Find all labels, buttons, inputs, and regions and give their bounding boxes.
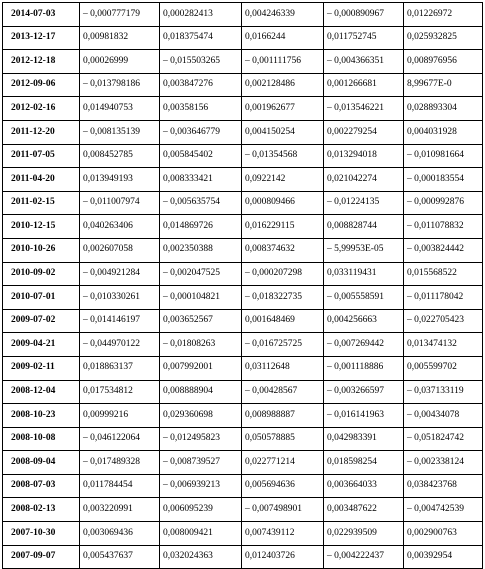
- value-cell: 0,032024363: [160, 545, 242, 569]
- value-cell: – 0,004921284: [80, 262, 160, 286]
- value-cell: 0,001962677: [242, 97, 324, 121]
- value-cell: 0,00358156: [160, 97, 242, 121]
- value-cell: 0,005437637: [80, 545, 160, 569]
- value-cell: 0,03112648: [242, 356, 324, 380]
- value-cell: 0,004256663: [324, 309, 404, 333]
- value-cell: – 0,004742539: [404, 498, 483, 522]
- value-cell: – 0,000992876: [404, 191, 483, 215]
- value-cell: – 0,016725725: [242, 333, 324, 357]
- date-cell: 2011-04-20: [3, 168, 80, 192]
- value-cell: 0,025932825: [404, 26, 483, 50]
- value-cell: – 0,007498901: [242, 498, 324, 522]
- value-cell: 0,003487622: [324, 498, 404, 522]
- value-cell: 0,028893304: [404, 97, 483, 121]
- value-cell: – 0,015503265: [160, 50, 242, 74]
- value-cell: 0,004246339: [242, 3, 324, 27]
- table-row: [3, 144, 483, 168]
- date-cell: 2012-09-06: [3, 73, 80, 97]
- value-cell: 0,042983391: [324, 427, 404, 451]
- table-row: [3, 120, 483, 144]
- table-row: [3, 238, 483, 262]
- date-cell: 2010-12-15: [3, 215, 80, 239]
- date-cell: 2008-10-23: [3, 404, 80, 428]
- value-cell: – 0,037133119: [404, 380, 483, 404]
- date-cell: 2011-02-15: [3, 191, 80, 215]
- date-cell: 2007-10-30: [3, 522, 80, 546]
- value-cell: 0,014940753: [80, 97, 160, 121]
- value-cell: 0,008988887: [242, 404, 324, 428]
- table-row: [3, 522, 483, 546]
- value-cell: – 0,017489328: [80, 451, 160, 475]
- table-row: [3, 73, 483, 97]
- date-cell: 2010-09-02: [3, 262, 80, 286]
- value-cell: – 0,003824442: [404, 238, 483, 262]
- value-cell: 0,003069436: [80, 522, 160, 546]
- value-cell: 0,002279254: [324, 120, 404, 144]
- table-row: [3, 262, 483, 286]
- value-cell: – 0,005635754: [160, 191, 242, 215]
- value-cell: 0,014869726: [160, 215, 242, 239]
- date-cell: 2010-10-26: [3, 238, 80, 262]
- date-cell: 2011-12-20: [3, 120, 80, 144]
- value-cell: 0,018598254: [324, 451, 404, 475]
- value-cell: 0,040263406: [80, 215, 160, 239]
- value-cell: 0,005694636: [242, 474, 324, 498]
- value-cell: 0,008374632: [242, 238, 324, 262]
- value-cell: 8,99677E-0: [404, 73, 483, 97]
- table-row: [3, 3, 483, 27]
- table-row: [3, 427, 483, 451]
- value-cell: – 0,001118886: [324, 356, 404, 380]
- value-cell: 0,008009421: [160, 522, 242, 546]
- date-cell: 2008-10-08: [3, 427, 80, 451]
- table-row: [3, 26, 483, 50]
- date-cell: 2008-07-03: [3, 474, 80, 498]
- value-cell: 0,004150254: [242, 120, 324, 144]
- value-cell: 0,008333421: [160, 168, 242, 192]
- value-cell: 0,008828744: [324, 215, 404, 239]
- value-cell: – 5,99953E-05: [324, 238, 404, 262]
- table-row: [3, 356, 483, 380]
- date-cell: 2013-12-17: [3, 26, 80, 50]
- value-cell: – 0,011078832: [404, 215, 483, 239]
- date-cell: 2008-02-13: [3, 498, 80, 522]
- value-cell: – 0,000104821: [160, 286, 242, 310]
- value-cell: – 0,006939213: [160, 474, 242, 498]
- value-cell: 0,008976956: [404, 50, 483, 74]
- value-cell: 0,018863137: [80, 356, 160, 380]
- value-cell: 0,002350388: [160, 238, 242, 262]
- value-cell: – 0,013798186: [80, 73, 160, 97]
- date-cell: 2008-12-04: [3, 380, 80, 404]
- value-cell: – 0,003646779: [160, 120, 242, 144]
- value-cell: – 0,011178042: [404, 286, 483, 310]
- value-cell: – 0,018322735: [242, 286, 324, 310]
- value-cell: – 0,012495823: [160, 427, 242, 451]
- date-cell: 2009-07-02: [3, 309, 80, 333]
- value-cell: 0,00999216: [80, 404, 160, 428]
- value-cell: 0,006095239: [160, 498, 242, 522]
- value-cell: – 0,004222437: [324, 545, 404, 569]
- value-cell: 0,013949193: [80, 168, 160, 192]
- value-cell: – 0,00428567: [242, 380, 324, 404]
- value-cell: – 0,002338124: [404, 451, 483, 475]
- value-cell: 0,008888904: [160, 380, 242, 404]
- value-cell: 0,017534812: [80, 380, 160, 404]
- value-cell: 0,002607058: [80, 238, 160, 262]
- value-cell: – 0,016141963: [324, 404, 404, 428]
- table-row: [3, 333, 483, 357]
- value-cell: 0,033119431: [324, 262, 404, 286]
- data-table: [2, 2, 483, 569]
- value-cell: 0,002900763: [404, 522, 483, 546]
- table-row: [3, 286, 483, 310]
- value-cell: 0,011784454: [80, 474, 160, 498]
- value-cell: – 0,01354568: [242, 144, 324, 168]
- table-row: [3, 404, 483, 428]
- value-cell: 0,000282413: [160, 3, 242, 27]
- value-cell: – 0,000777179: [80, 3, 160, 27]
- value-cell: 0,001266681: [324, 73, 404, 97]
- date-cell: 2012-12-18: [3, 50, 80, 74]
- value-cell: 0,005599702: [404, 356, 483, 380]
- value-cell: 0,013294018: [324, 144, 404, 168]
- value-cell: 0,003847276: [160, 73, 242, 97]
- value-cell: 0,021042274: [324, 168, 404, 192]
- data-table-container: [2, 2, 483, 569]
- value-cell: 0,029360698: [160, 404, 242, 428]
- table-row: [3, 474, 483, 498]
- value-cell: – 0,051824742: [404, 427, 483, 451]
- value-cell: 0,012403726: [242, 545, 324, 569]
- date-cell: 2009-02-11: [3, 356, 80, 380]
- value-cell: – 0,010981664: [404, 144, 483, 168]
- value-cell: – 0,008135139: [80, 120, 160, 144]
- value-cell: 0,003652567: [160, 309, 242, 333]
- value-cell: 0,01226972: [404, 3, 483, 27]
- table-row: [3, 451, 483, 475]
- value-cell: – 0,000207298: [242, 262, 324, 286]
- table-row: [3, 309, 483, 333]
- value-cell: 0,002128486: [242, 73, 324, 97]
- date-cell: 2007-09-07: [3, 545, 80, 569]
- value-cell: 0,038423768: [404, 474, 483, 498]
- table-row: [3, 215, 483, 239]
- value-cell: 0,003664033: [324, 474, 404, 498]
- value-cell: 0,022939509: [324, 522, 404, 546]
- value-cell: – 0,011007974: [80, 191, 160, 215]
- value-cell: 0,0166244: [242, 26, 324, 50]
- date-cell: 2009-04-21: [3, 333, 80, 357]
- value-cell: 0,0922142: [242, 168, 324, 192]
- value-cell: – 0,013546221: [324, 97, 404, 121]
- value-cell: 0,007439112: [242, 522, 324, 546]
- value-cell: 0,022771214: [242, 451, 324, 475]
- value-cell: – 0,007269442: [324, 333, 404, 357]
- table-row: [3, 380, 483, 404]
- value-cell: – 0,044970122: [80, 333, 160, 357]
- value-cell: – 0,014146197: [80, 309, 160, 333]
- table-body: [3, 3, 483, 569]
- value-cell: – 0,010330261: [80, 286, 160, 310]
- value-cell: 0,008452785: [80, 144, 160, 168]
- date-cell: 2011-07-05: [3, 144, 80, 168]
- value-cell: 0,011752745: [324, 26, 404, 50]
- table-row: [3, 50, 483, 74]
- date-cell: 2012-02-16: [3, 97, 80, 121]
- value-cell: – 0,008739527: [160, 451, 242, 475]
- table-row: [3, 498, 483, 522]
- date-cell: 2008-09-04: [3, 451, 80, 475]
- value-cell: – 0,01224135: [324, 191, 404, 215]
- value-cell: – 0,01808263: [160, 333, 242, 357]
- value-cell: 0,00026999: [80, 50, 160, 74]
- value-cell: – 0,000890967: [324, 3, 404, 27]
- value-cell: 0,018375474: [160, 26, 242, 50]
- date-cell: 2010-07-01: [3, 286, 80, 310]
- table-row: [3, 97, 483, 121]
- value-cell: 0,007992001: [160, 356, 242, 380]
- value-cell: 0,016229115: [242, 215, 324, 239]
- value-cell: 0,001648469: [242, 309, 324, 333]
- value-cell: 0,015568522: [404, 262, 483, 286]
- table-row: [3, 545, 483, 569]
- value-cell: – 0,046122064: [80, 427, 160, 451]
- value-cell: 0,005845402: [160, 144, 242, 168]
- value-cell: 0,013474132: [404, 333, 483, 357]
- value-cell: 0,004031928: [404, 120, 483, 144]
- date-cell: 2014-07-03: [3, 3, 80, 27]
- value-cell: – 0,002047525: [160, 262, 242, 286]
- value-cell: 0,050578885: [242, 427, 324, 451]
- value-cell: – 0,004366351: [324, 50, 404, 74]
- value-cell: – 0,022705423: [404, 309, 483, 333]
- table-row: [3, 168, 483, 192]
- value-cell: – 0,001111756: [242, 50, 324, 74]
- table-row: [3, 191, 483, 215]
- value-cell: 0,000809466: [242, 191, 324, 215]
- value-cell: – 0,005558591: [324, 286, 404, 310]
- value-cell: – 0,00434078: [404, 404, 483, 428]
- value-cell: – 0,003266597: [324, 380, 404, 404]
- value-cell: – 0,000183554: [404, 168, 483, 192]
- value-cell: 0,003220991: [80, 498, 160, 522]
- value-cell: 0,00392954: [404, 545, 483, 569]
- value-cell: 0,00981832: [80, 26, 160, 50]
